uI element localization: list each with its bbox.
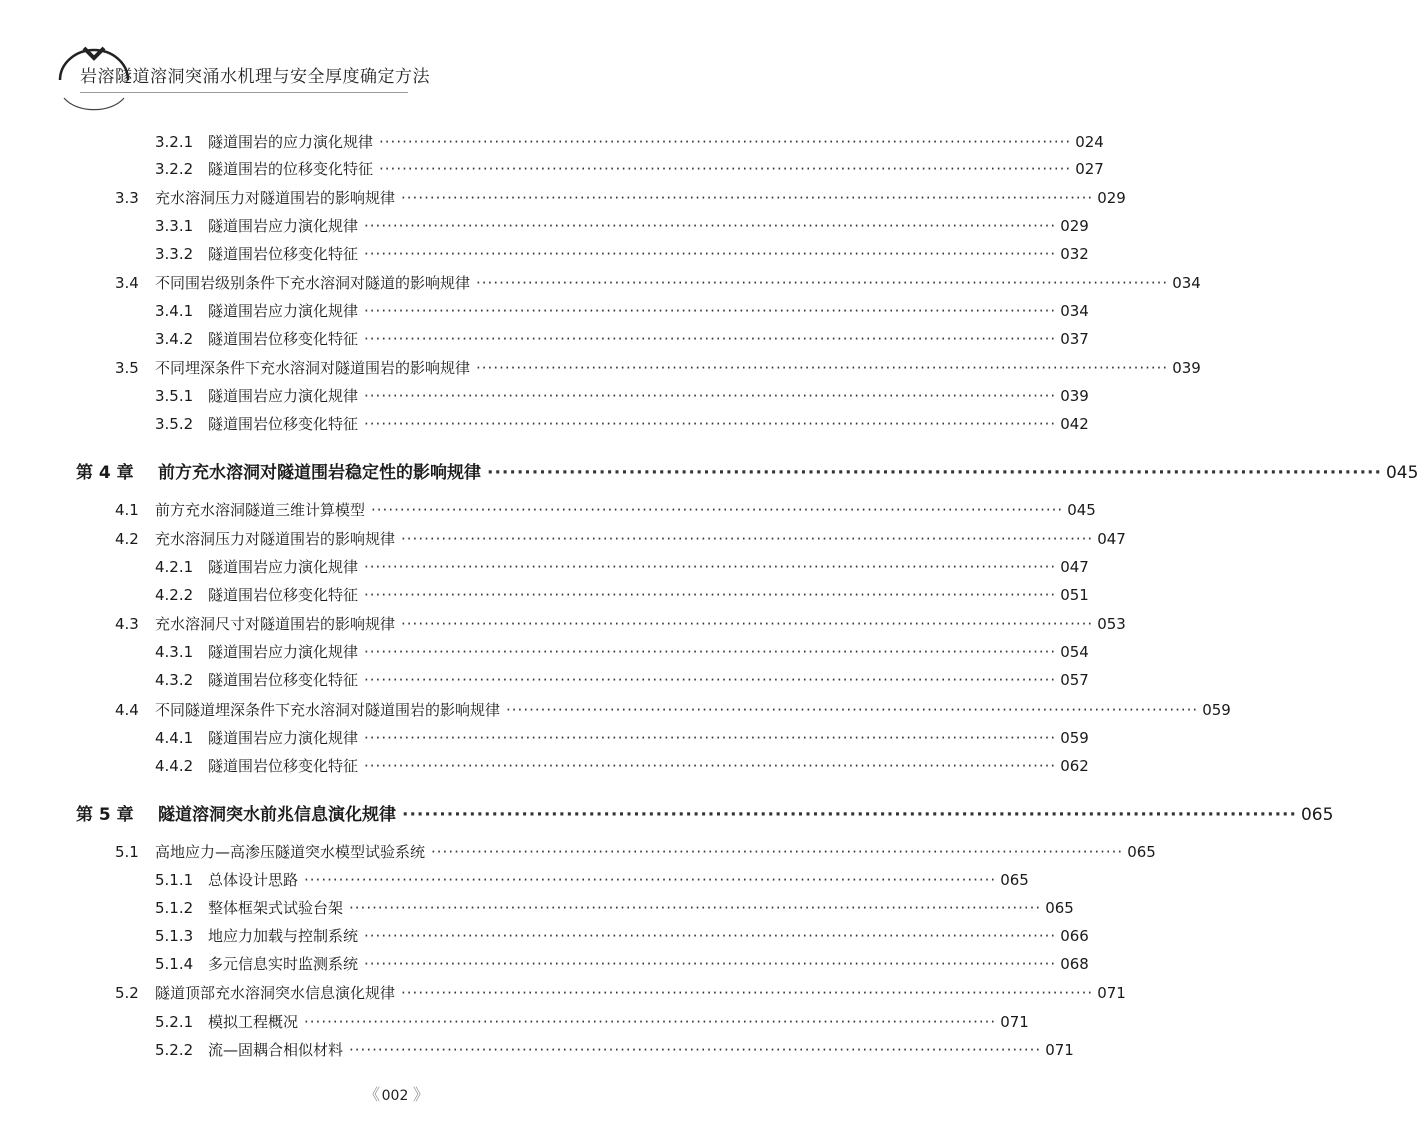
toc-entry-number: 3.4: [115, 274, 139, 292]
toc-entry-number: 5.1.2: [155, 899, 194, 917]
toc-entry-title: 隧道围岩应力演化规律: [208, 302, 359, 320]
toc-subsection-entry[interactable]: [155, 215, 1089, 236]
toc-leader-dots: ························································································································: [364, 387, 1057, 405]
toc-entry-page: 037: [1060, 330, 1089, 348]
toc-subsection-entry[interactable]: [155, 584, 1089, 605]
toc-entry-title: 不同隧道埋深条件下充水溶洞对隧道围岩的影响规律: [155, 701, 501, 719]
toc-subsection-entry[interactable]: [155, 953, 1089, 974]
toc-entry-page: 065: [1300, 805, 1334, 825]
toc-subsection-entry[interactable]: [155, 669, 1089, 690]
toc-leader-dots: ························································································································: [364, 558, 1057, 576]
toc-entry-number: 3.5: [115, 359, 139, 377]
toc-entry-page: 034: [1172, 274, 1201, 292]
toc-entry-number: 5.2.1: [155, 1013, 194, 1031]
toc-leader-dots: ························································································································: [364, 927, 1057, 945]
toc-leader-dots: ························································································································: [364, 217, 1057, 235]
toc-leader-dots: ························································································································: [349, 1041, 1042, 1059]
toc-entry-number: 5.2: [115, 984, 139, 1002]
page-number: 002: [381, 1088, 409, 1104]
toc-subsection-entry[interactable]: [155, 925, 1089, 946]
toc-entry-title: 隧道围岩应力演化规律: [208, 558, 359, 576]
toc-entry-page: 065: [1045, 899, 1074, 917]
toc-leader-dots: ························································································································: [431, 843, 1124, 861]
toc-chapter-entry[interactable]: [76, 800, 1334, 825]
toc-entry-title: 充水溶洞压力对隧道围岩的影响规律: [155, 530, 396, 548]
toc-entry-page: 039: [1060, 387, 1089, 405]
toc-entry-number: 5.2.2: [155, 1041, 194, 1059]
toc-subsection-entry[interactable]: [155, 1039, 1074, 1060]
toc-entry-number: 3.3: [115, 189, 139, 207]
toc-entry-title: 不同围岩级别条件下充水溶洞对隧道的影响规律: [155, 274, 471, 292]
toc-entry-page: 059: [1202, 701, 1231, 719]
toc-entry-number: 4.2: [115, 530, 139, 548]
toc-entry-page: 065: [1127, 843, 1156, 861]
toc-entry-page: 045: [1385, 463, 1418, 483]
toc-leader-dots: ························································································································: [379, 160, 1072, 178]
toc-subsection-entry[interactable]: [155, 869, 1029, 890]
toc-leader-dots: ························································································································: [506, 701, 1199, 719]
toc-entry-page: 065: [1000, 871, 1029, 889]
toc-leader-dots: ························································································································: [364, 302, 1057, 320]
toc-leader-dots: ························································································································: [401, 615, 1094, 633]
toc-leader-dots: ························································································································: [364, 729, 1057, 747]
toc-entry-page: 039: [1172, 359, 1201, 377]
toc-entry-number: 5.1.3: [155, 927, 194, 945]
toc-leader-dots: ························································································································: [401, 189, 1094, 207]
toc-entry-title: 整体框架式试验台架: [208, 899, 344, 917]
toc-entry-number: 3.5.1: [155, 387, 194, 405]
toc-entry-title: 总体设计思路: [208, 871, 299, 889]
toc-entry-title: 前方充水溶洞隧道三维计算模型: [155, 501, 366, 519]
toc-leader-dots: ························································································································: [364, 955, 1057, 973]
toc-leader-dots: ························································································································: [349, 899, 1042, 917]
toc-entry-page: 024: [1075, 133, 1104, 151]
toc-subsection-entry[interactable]: [155, 727, 1089, 748]
toc-subsection-entry[interactable]: [155, 641, 1089, 662]
toc-leader-dots: ························································································································: [304, 1013, 997, 1031]
toc-leader-dots: ························································································································: [476, 359, 1169, 377]
toc-entry-title: 不同埋深条件下充水溶洞对隧道围岩的影响规律: [155, 359, 471, 377]
toc-entry-number: 3.3.2: [155, 245, 194, 263]
toc-entry-title: 隧道围岩位移变化特征: [208, 245, 359, 263]
toc-entry-title: 隧道围岩应力演化规律: [208, 643, 359, 661]
toc-section-entry[interactable]: [115, 841, 1156, 862]
toc-section-entry[interactable]: [115, 357, 1201, 378]
toc-leader-dots: ························································································································: [476, 274, 1169, 292]
toc-leader-dots: ························································································································: [364, 643, 1057, 661]
toc-subsection-entry[interactable]: [155, 300, 1089, 321]
toc-entry-title: 充水溶洞尺寸对隧道围岩的影响规律: [155, 615, 396, 633]
toc-entry-number: 4.3.2: [155, 671, 194, 689]
toc-entry-title: 地应力加载与控制系统: [208, 927, 359, 945]
toc-leader-dots: ························································································································: [364, 415, 1057, 433]
toc-leader-dots: ························································································································: [364, 245, 1057, 263]
toc-entry-title: 隧道围岩位移变化特征: [208, 757, 359, 775]
toc-leader-dots: ························································································································: [364, 586, 1057, 604]
toc-subsection-entry[interactable]: [155, 131, 1104, 152]
toc-leader-dots: ························································································································: [401, 984, 1094, 1002]
toc-entry-page: 051: [1060, 586, 1089, 604]
toc-section-entry[interactable]: [115, 272, 1201, 293]
toc-entry-number: 5.1: [115, 843, 139, 861]
toc-entry-number: 3.5.2: [155, 415, 194, 433]
toc-entry-page: 066: [1060, 927, 1089, 945]
toc-entry-number: 3.4.2: [155, 330, 194, 348]
toc-entry-title: 充水溶洞压力对隧道围岩的影响规律: [155, 189, 396, 207]
toc-entry-title: 流—固耦合相似材料: [208, 1041, 344, 1059]
toc-section-entry[interactable]: [115, 499, 1096, 520]
toc-entry-number: 4.3: [115, 615, 139, 633]
toc-subsection-entry[interactable]: [155, 556, 1089, 577]
toc-entry-page: 045: [1067, 501, 1096, 519]
toc-entry-page: 068: [1060, 955, 1089, 973]
toc-section-entry[interactable]: [115, 982, 1126, 1003]
toc-entry-number: 4.2.2: [155, 586, 194, 604]
toc-entry-number: 4.4: [115, 701, 139, 719]
toc-entry-page: 071: [1097, 984, 1126, 1002]
toc-entry-page: 027: [1075, 160, 1104, 178]
toc-chapter-entry[interactable]: [76, 458, 1418, 483]
toc-section-entry[interactable]: [115, 613, 1126, 634]
toc-entry-page: 034: [1060, 302, 1089, 320]
toc-entry-number: 4.2.1: [155, 558, 194, 576]
toc-entry-title: 隧道围岩应力演化规律: [208, 729, 359, 747]
toc-entry-title: 隧道溶洞突水前兆信息演化规律: [158, 805, 396, 825]
toc-entry-title: 隧道顶部充水溶洞突水信息演化规律: [155, 984, 396, 1002]
toc-subsection-entry[interactable]: [155, 243, 1089, 264]
toc-subsection-entry[interactable]: [155, 158, 1104, 179]
toc-entry-page: 029: [1097, 189, 1126, 207]
book-title: 岩溶隧道溶洞突涌水机理与安全厚度确定方法: [80, 67, 430, 87]
toc-entry-number: 4.3.1: [155, 643, 194, 661]
toc-leader-dots: ························································································································: [371, 501, 1064, 519]
toc-entry-number: 3.4.1: [155, 302, 194, 320]
toc-entry-title: 前方充水溶洞对隧道围岩稳定性的影响规律: [158, 463, 481, 483]
toc-entry-page: 054: [1060, 643, 1089, 661]
toc-leader-dots: ························································································································: [401, 530, 1094, 548]
toc-entry-title: 隧道围岩位移变化特征: [208, 415, 359, 433]
toc-entry-page: 071: [1045, 1041, 1074, 1059]
toc-entry-number: 4.1: [115, 501, 139, 519]
toc-entry-page: 029: [1060, 217, 1089, 235]
toc-leader-dots: ························································································································: [379, 133, 1072, 151]
toc-entry-page: 059: [1060, 729, 1089, 747]
toc-subsection-entry[interactable]: [155, 1011, 1029, 1032]
toc-leader-dots: ························································································································: [364, 757, 1057, 775]
toc-entry-page: 057: [1060, 671, 1089, 689]
toc-subsection-entry[interactable]: [155, 897, 1074, 918]
toc-entry-number: 3.2.1: [155, 133, 194, 151]
toc-section-entry[interactable]: [115, 187, 1126, 208]
toc-entry-title: 隧道围岩的位移变化特征: [208, 160, 374, 178]
toc-entry-page: 047: [1097, 530, 1126, 548]
toc-leader-dots: ························································································································: [487, 463, 1382, 483]
toc-entry-title: 多元信息实时监测系统: [208, 955, 359, 973]
toc-entry-title: 隧道围岩的应力演化规律: [208, 133, 374, 151]
toc-entry-number: 3.3.1: [155, 217, 194, 235]
toc-entry-page: 047: [1060, 558, 1089, 576]
toc-entry-number: 3.2.2: [155, 160, 194, 178]
toc-section-entry[interactable]: [115, 528, 1126, 549]
toc-entry-number: 4.4.2: [155, 757, 194, 775]
toc-subsection-entry[interactable]: [155, 328, 1089, 349]
toc-leader-dots: ························································································································: [304, 871, 997, 889]
toc-entry-title: 模拟工程概况: [208, 1013, 299, 1031]
toc-entry-title: 高地应力—高渗压隧道突水模型试验系统: [155, 843, 426, 861]
left-chevron-icon: 《: [364, 1085, 378, 1104]
toc-entry-page: 062: [1060, 757, 1089, 775]
page-footer: [0, 1082, 790, 1105]
toc-entry-number: 第 4 章: [76, 463, 134, 483]
toc-leader-dots: ························································································································: [364, 671, 1057, 689]
toc-entry-title: 隧道围岩位移变化特征: [208, 586, 359, 604]
toc-entry-number: 4.4.1: [155, 729, 194, 747]
toc-subsection-entry[interactable]: [155, 385, 1089, 406]
toc-subsection-entry[interactable]: [155, 413, 1089, 434]
toc-entry-title: 隧道围岩位移变化特征: [208, 330, 359, 348]
toc-leader-dots: ························································································································: [364, 330, 1057, 348]
toc-entry-page: 032: [1060, 245, 1089, 263]
toc-entry-title: 隧道围岩位移变化特征: [208, 671, 359, 689]
toc-entry-title: 隧道围岩应力演化规律: [208, 217, 359, 235]
toc-entry-number: 第 5 章: [76, 805, 134, 825]
toc-section-entry[interactable]: [115, 699, 1231, 720]
toc-entry-page: 071: [1000, 1013, 1029, 1031]
toc-subsection-entry[interactable]: [155, 755, 1089, 776]
toc-entry-number: 5.1.1: [155, 871, 194, 889]
toc-entry-page: 042: [1060, 415, 1089, 433]
toc-entry-number: 5.1.4: [155, 955, 194, 973]
toc-entry-title: 隧道围岩应力演化规律: [208, 387, 359, 405]
right-chevron-icon: 》: [412, 1085, 426, 1104]
toc-entry-page: 053: [1097, 615, 1126, 633]
toc-leader-dots: ························································································································: [402, 805, 1297, 825]
